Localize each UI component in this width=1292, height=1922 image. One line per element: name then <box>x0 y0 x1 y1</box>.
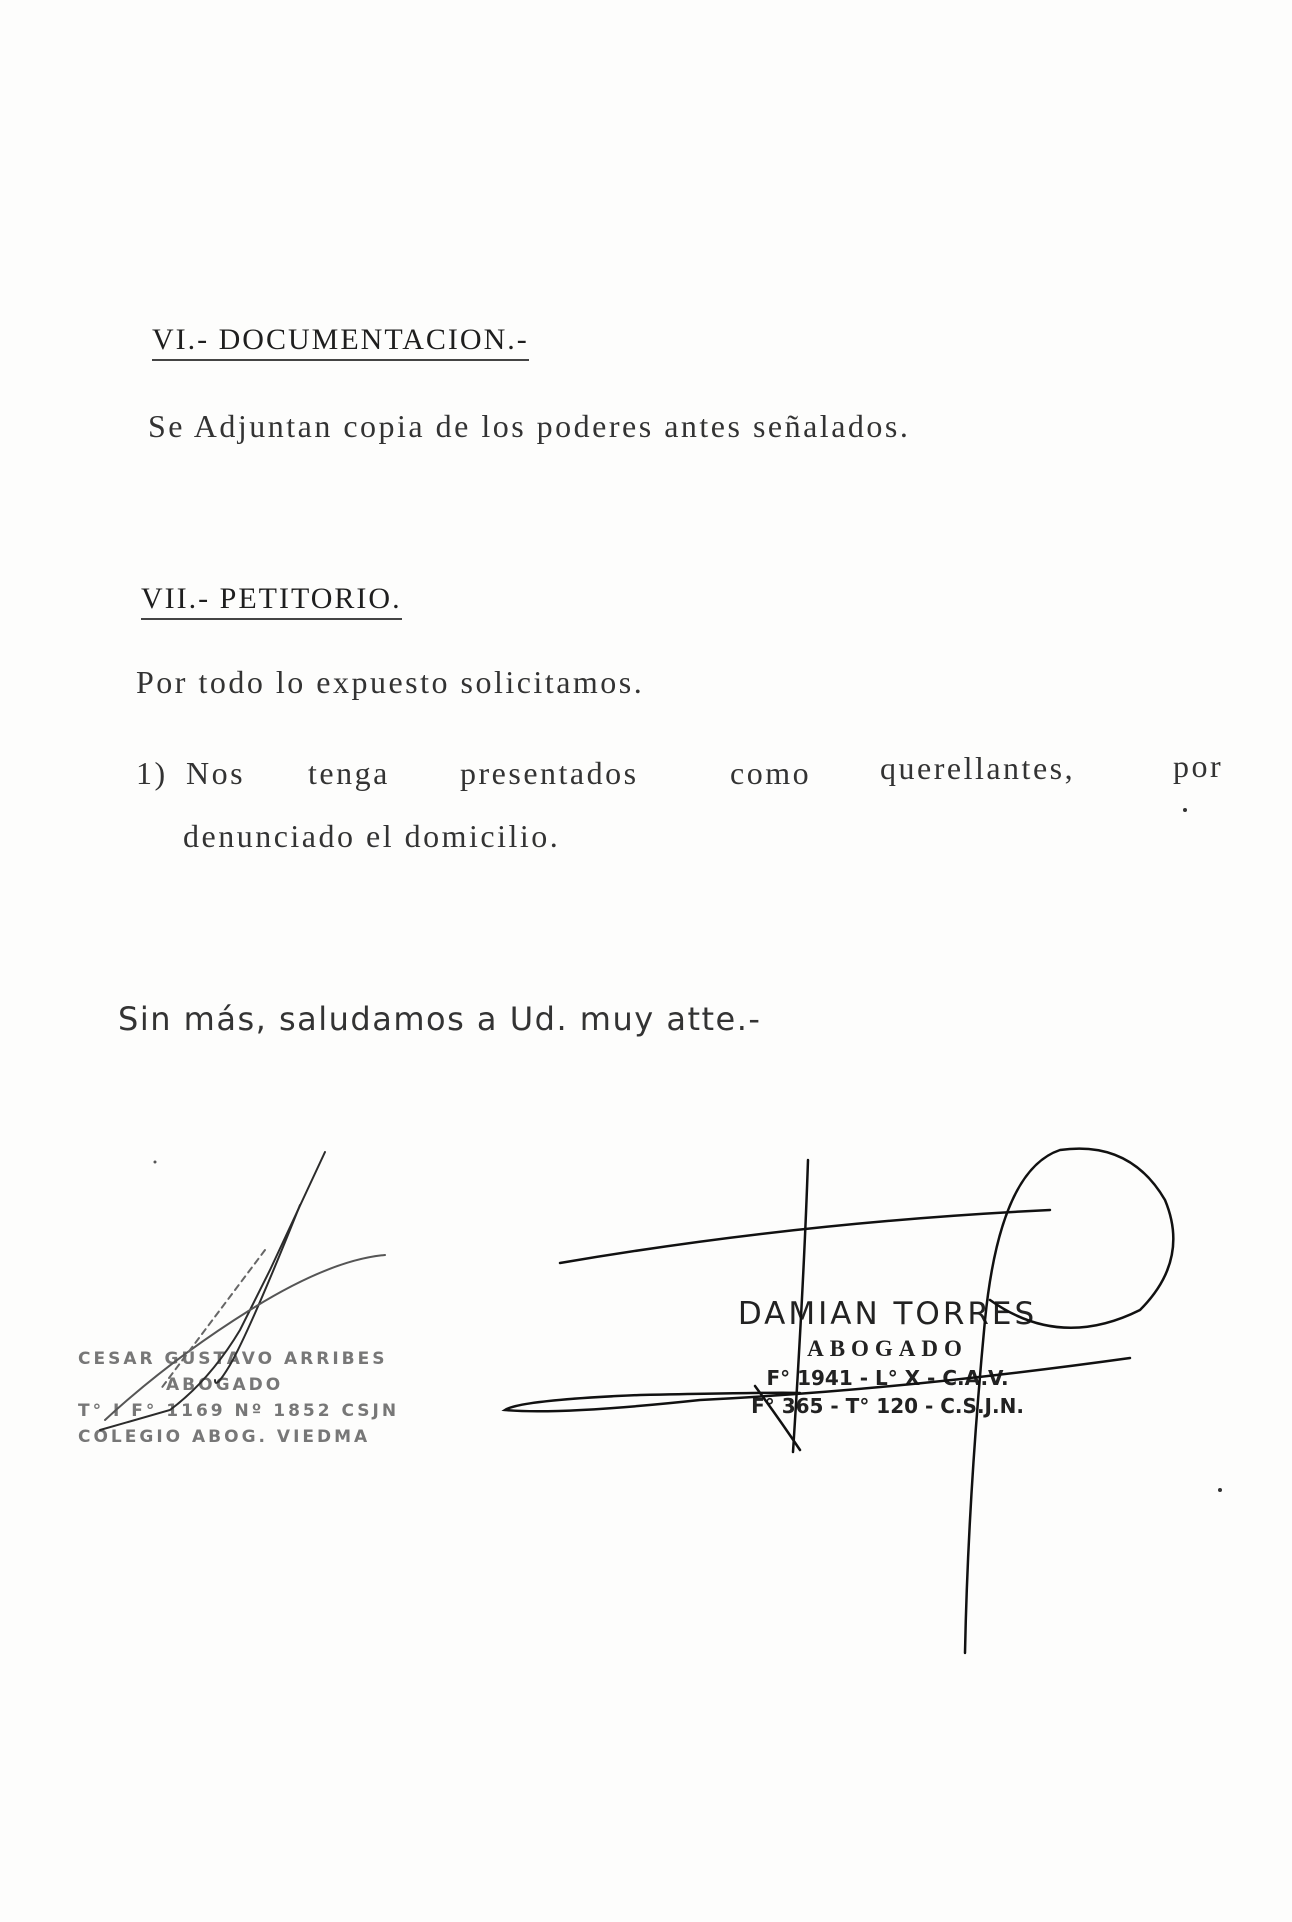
speck <box>1218 1488 1222 1492</box>
left-stamp-line-3: T° I F° 1169 Nº 1852 CSJN <box>78 1401 400 1421</box>
item-word: Nos <box>186 755 246 791</box>
item-word: como <box>730 755 812 791</box>
right-stamp-name: DAMIAN TORRES <box>737 1296 1038 1332</box>
right-stamp-line-2: F° 365 - T° 120 - C.S.J.N. <box>751 1394 1024 1418</box>
section-vi-heading: VI.- DOCUMENTACION.- <box>152 323 529 361</box>
item-word: presentados <box>460 755 639 791</box>
left-stamp-line-1: CESAR GUSTAVO ARRIBES <box>78 1349 388 1369</box>
section-vii-heading: VII.- PETITORIO. <box>141 582 402 620</box>
item-word: por <box>1173 748 1224 784</box>
speck <box>154 1161 157 1164</box>
right-signature <box>505 1149 1173 1653</box>
left-stamp-line-4: COLEGIO ABOG. VIEDMA <box>78 1427 371 1447</box>
left-stamp-line-2: ABOGADO <box>166 1375 284 1395</box>
closing-text: Sin más, saludamos a Ud. muy atte.- <box>118 1000 762 1038</box>
petitorio-intro: Por todo lo expuesto solicitamos. <box>136 664 645 700</box>
left-signature <box>100 1152 385 1430</box>
item-word: tenga <box>308 755 390 791</box>
item-number: 1) <box>136 755 168 791</box>
speck <box>1183 808 1187 812</box>
section-vi-text: Se Adjuntan copia de los poderes antes señalados. <box>148 408 911 444</box>
right-stamp-title: ABOGADO <box>807 1336 968 1361</box>
item-word: querellantes, <box>880 750 1076 786</box>
right-stamp-line-1: F° 1941 - L° X - C.A.V. <box>766 1366 1009 1390</box>
item-line-2: denunciado el domicilio. <box>183 818 561 854</box>
